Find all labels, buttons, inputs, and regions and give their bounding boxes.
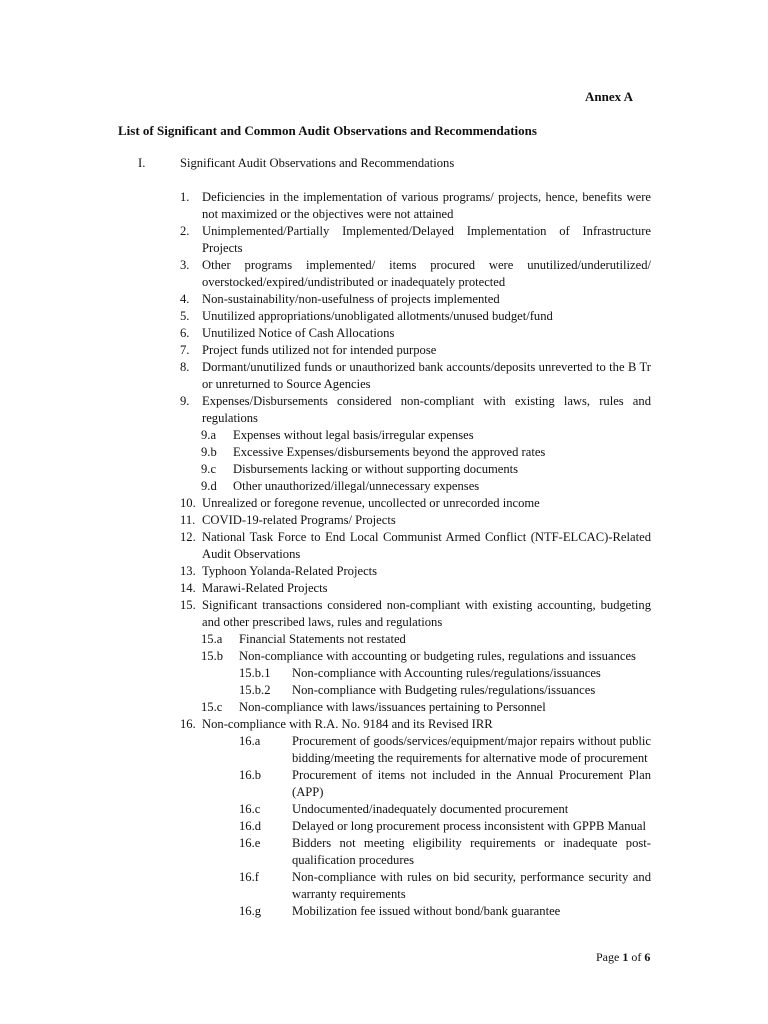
list-item: [180, 189, 651, 223]
item-number: 9.b: [201, 445, 217, 459]
list-item: [180, 563, 651, 580]
item-text: Non-compliance with laws/issuances pertaining to Personnel: [239, 700, 546, 714]
list-item: [180, 325, 651, 342]
item-text: Procurement of items not included in the Annual Procurement Plan (APP): [292, 768, 651, 799]
list-item: [180, 223, 651, 257]
item-number: 16.b: [239, 768, 262, 782]
item-text: Procurement of goods/services/equipment/major repairs without public bidding/meeting the requirements for alternative mode of procurement: [292, 734, 651, 765]
item-number: 4.: [180, 292, 190, 306]
page-current: 1: [622, 950, 629, 964]
list-item: [180, 495, 651, 512]
item-text: Other programs implemented/ items procured were unutilized/underutilized/ overstocked/expired/undistributed or inadequately protected: [202, 258, 651, 289]
item-text: Bidders not meeting eligibility requirements or inadequate post-qualification procedures: [292, 836, 651, 867]
item-text: Excessive Expenses/disbursements beyond the approved rates: [233, 445, 546, 459]
list-subitem: [180, 767, 651, 801]
list-subitem: [180, 801, 651, 818]
list-subitem: [180, 631, 651, 648]
list-subitem: [180, 733, 651, 767]
item-number: 15.b.1: [239, 666, 271, 680]
item-number: 6.: [180, 326, 190, 340]
item-number: 7.: [180, 343, 190, 357]
list-subsubitem: [180, 665, 651, 682]
item-number: 5.: [180, 309, 190, 323]
item-number: 16.f: [239, 870, 259, 884]
item-text: Marawi-Related Projects: [202, 581, 328, 595]
item-number: 1.: [180, 190, 190, 204]
item-number: 8.: [180, 360, 190, 374]
list-subitem: [180, 903, 651, 920]
list-item: [180, 257, 651, 291]
item-number: 9.: [180, 394, 190, 408]
item-number: 15.c: [201, 700, 223, 714]
item-number: 15.b: [201, 649, 224, 663]
item-number: 13.: [180, 564, 196, 578]
item-text: National Task Force to End Local Communist Armed Conflict (NTF-ELCAC)-Related Audit Observations: [202, 530, 651, 561]
of-label: of: [631, 950, 642, 964]
item-number: 16.c: [239, 802, 261, 816]
item-number: 9.d: [201, 479, 217, 493]
item-text: Mobilization fee issued without bond/bank guarantee: [292, 904, 561, 918]
item-text: Expenses/Disbursements considered non-compliant with existing laws, rules and regulations: [202, 394, 651, 425]
item-text: Non-compliance with R.A. No. 9184 and its Revised IRR: [202, 717, 493, 731]
item-text: Other unauthorized/illegal/unnecessary expenses: [233, 479, 480, 493]
list-item: [180, 342, 651, 359]
list-subitem: [180, 478, 651, 495]
item-number: 10.: [180, 496, 196, 510]
item-number: 16.a: [239, 734, 261, 748]
item-number: 3.: [180, 258, 190, 272]
item-number: 15.a: [201, 632, 223, 646]
list-subsubitem: [180, 682, 651, 699]
section-title: Significant Audit Observations and Recommendations: [180, 156, 455, 170]
list-item: [180, 597, 651, 631]
item-text: Non-compliance with Budgeting rules/regulations/issuances: [292, 683, 596, 697]
observations-list: [180, 189, 651, 920]
item-text: Delayed or long procurement process inconsistent with GPPB Manual: [292, 819, 646, 833]
page-label: Page: [596, 950, 620, 964]
item-text: Expenses without legal basis/irregular expenses: [233, 428, 474, 442]
list-subitem: [180, 699, 651, 716]
list-item: [180, 716, 651, 733]
item-text: Significant transactions considered non-compliant with existing accounting, budgeting and other prescribed laws, rules and regulations: [202, 598, 651, 629]
item-number: 16.d: [239, 819, 262, 833]
list-item: [180, 393, 651, 427]
page-footer: [596, 949, 650, 966]
list-subitem: [180, 648, 651, 665]
item-number: 12.: [180, 530, 196, 544]
list-item: [180, 291, 651, 308]
item-text: Deficiencies in the implementation of various programs/ projects, hence, benefits were not maximized or the objectives were not attained: [202, 190, 651, 221]
item-number: 9.c: [201, 462, 217, 476]
list-item: [180, 529, 651, 563]
annex-label: Annex A: [585, 89, 634, 104]
item-text: Non-compliance with rules on bid security, performance security and warranty requirements: [292, 870, 651, 901]
page-total: 6: [644, 950, 651, 964]
list-item: [180, 308, 651, 325]
item-text: Project funds utilized not for intended purpose: [202, 343, 437, 357]
item-text: COVID-19-related Programs/ Projects: [202, 513, 396, 527]
item-number: 15.: [180, 598, 196, 612]
list-subitem: [180, 818, 651, 835]
item-number: 16.g: [239, 904, 262, 918]
list-item: [180, 359, 651, 393]
item-number: 16.: [180, 717, 196, 731]
item-text: Dormant/unutilized funds or unauthorized bank accounts/deposits unreverted to the B Tr or unreturned to Source Agencies: [202, 360, 651, 391]
list-item: [180, 512, 651, 529]
item-number: 11.: [180, 513, 196, 527]
list-subitem: [180, 444, 651, 461]
item-number: 14.: [180, 581, 196, 595]
list-subitem: [180, 835, 651, 869]
section-number: I.: [138, 156, 146, 170]
item-text: Undocumented/inadequately documented procurement: [292, 802, 569, 816]
item-text: Non-sustainability/non-usefulness of projects implemented: [202, 292, 500, 306]
list-subitem: [180, 869, 651, 903]
item-text: Typhoon Yolanda-Related Projects: [202, 564, 378, 578]
item-number: 9.a: [201, 428, 217, 442]
item-text: Unrealized or foregone revenue, uncollected or unrecorded income: [202, 496, 540, 510]
item-text: Unutilized Notice of Cash Allocations: [202, 326, 395, 340]
item-text: Unimplemented/Partially Implemented/Delayed Implementation of Infrastructure Projects: [202, 224, 651, 255]
item-text: Unutilized appropriations/unobligated allotments/unused budget/fund: [202, 309, 553, 323]
item-number: 2.: [180, 224, 190, 238]
list-item: [180, 580, 651, 597]
item-text: Non-compliance with accounting or budgeting rules, regulations and issuances: [239, 649, 636, 663]
item-text: Financial Statements not restated: [239, 632, 406, 646]
item-number: 16.e: [239, 836, 261, 850]
item-number: 15.b.2: [239, 683, 271, 697]
item-text: Disbursements lacking or without supporting documents: [233, 462, 519, 476]
list-subitem: [180, 461, 651, 478]
document-title: List of Significant and Common Audit Observations and Recommendations: [118, 123, 537, 138]
list-subitem: [180, 427, 651, 444]
item-text: Non-compliance with Accounting rules/regulations/issuances: [292, 666, 601, 680]
